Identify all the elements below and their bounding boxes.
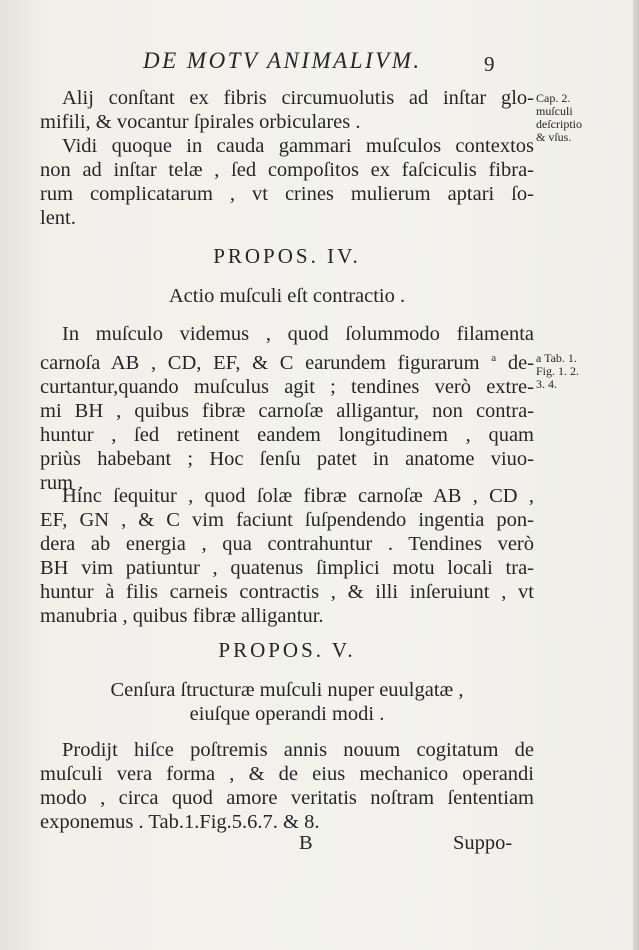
text-line	[40, 346, 534, 375]
section-heading: PROPOS. IV.	[213, 244, 361, 268]
text-line: BH vim patiuntur , quatenus ſimplici motu locali tra-	[40, 557, 534, 579]
margin-note-line: & vſus.	[536, 130, 572, 144]
text-line: EF, GN , & C vim faciunt ſuſpendendo ingentia pon-	[40, 509, 534, 531]
margin-note-line: muſculi	[536, 104, 573, 118]
catchword: Suppo-	[453, 832, 513, 854]
footnote-mark: a	[491, 352, 497, 364]
margin-note-line: Fig. 1. 2.	[536, 364, 580, 378]
text-line: exponemus . Tab.1.Fig.5.6.7. & 8.	[40, 811, 320, 833]
margin-note-table	[536, 352, 636, 391]
prop4-paragraph-2	[40, 484, 534, 628]
page-number: 9	[484, 52, 495, 76]
text-line: Vidi quoque in cauda gammari muſculos contextos	[62, 135, 534, 157]
text-line: rum complicatarum , vt crines mulierum aptari ſo-	[40, 183, 534, 205]
page-header	[0, 44, 639, 78]
text-line: Hinc ſequitur , quod ſolæ fibræ carnoſæ AB , CD ,	[62, 485, 534, 507]
text-line: dera ab energia , qua contrahuntur . Tendines verò	[40, 533, 534, 555]
section-heading: PROPOS. V.	[218, 638, 356, 662]
text-line: huntur , ſed retinent eandem longitudinem , quam	[40, 423, 534, 446]
intro-text	[40, 86, 534, 230]
text-line: muſculi vera forma , & de eius mechanico operandi	[40, 763, 534, 785]
text-line: curtantur,quando muſculus agit ; tendines verò extre-	[40, 375, 534, 398]
subheading-line: eiuſque operandi modi .	[189, 703, 385, 725]
section-subheading	[40, 678, 534, 726]
text-line: Prodijt hiſce poſtremis annis nouum cogitatum de	[62, 739, 534, 761]
section-subheading: Actio muſculi eſt contractio .	[168, 285, 406, 307]
text-line: Alij conſtant ex fibris circumuolutis ad inſtar glo-	[62, 87, 534, 109]
text-line: lent.	[40, 207, 76, 229]
text-line: modo , circa quod amore veritatis noſtram ſententiam	[40, 787, 534, 809]
text-line: priùs habebant ; Hoc ſenſu patet in anatome viuo-	[40, 447, 534, 470]
margin-note-chapter	[536, 92, 636, 144]
text-line: mifili, & vocantur ſpirales orbiculares .	[40, 111, 361, 133]
text-segment: de-	[507, 351, 534, 374]
text-segment: carnoſa AB , CD, EF, & C earundem figurarum	[40, 351, 480, 374]
margin-note-line: Cap. 2.	[536, 91, 571, 105]
text-line: rum .	[40, 471, 84, 494]
margin-note-line: a Tab. 1.	[536, 351, 577, 365]
text-line: manubria , quibus fibræ alligantur.	[40, 605, 324, 627]
subheading-line: Cenſura ſtructuræ muſculi nuper euulgatæ ,	[110, 679, 464, 701]
page-footer	[0, 832, 639, 858]
margin-note-line: deſcriptio	[536, 117, 582, 131]
signature-mark: B	[299, 832, 313, 854]
text-line: mi BH , quibus fibræ carnoſæ alligantur, non contra-	[40, 399, 534, 422]
prop4-paragraph-1	[40, 322, 534, 495]
running-title: DE MOTV ANIMALIVM.	[143, 48, 422, 73]
text-line: In muſculo videmus , quod ſolummodo filamenta	[62, 323, 534, 345]
text-line: huntur à filis carneis contractis , & illi inſeruiunt , vt	[40, 581, 534, 603]
prop5-paragraph	[40, 738, 534, 834]
text-line: non ad inſtar telæ , ſed compoſitos ex faſciculis fibra-	[40, 159, 534, 181]
margin-note-line: 3. 4.	[536, 377, 557, 391]
